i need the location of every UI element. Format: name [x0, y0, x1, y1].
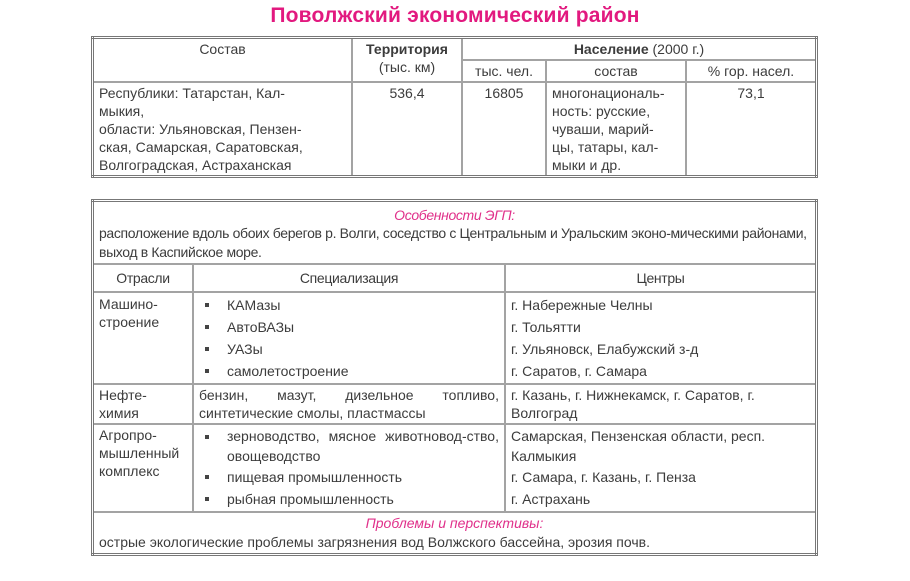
header-population [462, 38, 817, 61]
egp-heading: Особенности ЭГП: [394, 207, 515, 223]
industry-row-agro [93, 424, 817, 512]
summary-data-row [93, 82, 817, 177]
specialization-item: самолетостроение [199, 360, 499, 382]
industry-line: строение [99, 314, 160, 330]
details-header-row [93, 264, 817, 292]
cell-pop-thousands: 16805 [462, 82, 546, 177]
center-item: г. Саратов, г. Самара [511, 363, 647, 379]
industry-line: Машино- [99, 296, 158, 312]
center-item: Самарская, Пензенская области, респ. Калмыкия [511, 428, 766, 464]
cell-industry [93, 292, 194, 384]
header-territory-unit: (тыс. км) [378, 59, 436, 75]
header-pop-thousands: тыс. чел. [462, 60, 546, 82]
cell-composition [93, 82, 353, 177]
industry-line: химия [99, 405, 139, 421]
header-pop-composition: состав [546, 60, 686, 82]
composition-line: мыкия, [99, 103, 145, 119]
pop-composition-line: цы, татары, кал- [552, 139, 659, 155]
pop-composition-line: ность: русские, [552, 103, 651, 119]
cell-industry [93, 424, 194, 512]
problems-cell [93, 512, 817, 555]
cell-territory: 536,4 [352, 82, 462, 177]
summary-table [91, 36, 818, 178]
specialization-item: пищевая промышленность [199, 466, 499, 488]
center-item: г. Ульяновск, Елабужский з-д [511, 341, 699, 357]
specialization-item: КАМазы [199, 294, 499, 316]
specialization-item: АвтоВАЗы [199, 316, 499, 338]
specialization-item: рыбная промышленность [199, 488, 499, 510]
composition-line: области: Ульяновская, Пензен- [99, 121, 302, 137]
specialization-item: зерноводство, мясное животновод-ство, овощеводство [199, 426, 499, 466]
header-specialization: Специализация [193, 264, 505, 292]
center-item: г. Самара, г. Казань, г. Пенза [511, 469, 696, 485]
cell-specialization [193, 292, 505, 384]
header-territory-label: Территория [366, 41, 448, 57]
cell-centers: г. Казань, г. Нижнекамск, г. Саратов, г. Волгоград [505, 384, 817, 424]
egp-text: расположение вдоль обоих берегов р. Волги, соседство с Центральным и Уральским эконо-мическими районами, выход в Каспийское море. [99, 225, 807, 260]
pop-composition-line: многонациональ- [552, 85, 665, 101]
composition-line: Волгоградская, Астраханская [99, 157, 292, 173]
specialization-item: УАЗы [199, 338, 499, 360]
problems-text: острые экологические проблемы загрязнения вод Волжского бассейна, эрозия почв. [99, 534, 650, 550]
center-item: г. Тольятти [511, 319, 581, 335]
egp-cell [93, 201, 817, 265]
cell-pop-composition [546, 82, 686, 177]
industry-row-petrochemistry [93, 384, 817, 424]
center-item: г. Набережные Челны [511, 297, 653, 313]
industry-line: Агропро- [99, 427, 157, 443]
summary-header-row [93, 38, 817, 61]
details-table [91, 199, 818, 556]
cell-industry [93, 384, 194, 424]
cell-centers [505, 292, 817, 384]
header-composition: Состав [93, 38, 353, 83]
center-item: г. Астрахань [511, 491, 591, 507]
egp-row [93, 201, 817, 265]
industry-line: комплекс [99, 463, 160, 479]
industry-row-machinery [93, 292, 817, 384]
cell-specialization [193, 424, 505, 512]
pop-composition-line: мыки и др. [552, 157, 622, 173]
industry-line: мышленный [99, 445, 180, 461]
composition-line: ская, Самарская, Саратовская, [99, 139, 303, 155]
page-title: Поволжский экономический район [270, 4, 640, 27]
header-centers: Центры [505, 264, 817, 292]
cell-specialization: бензин, мазут, дизельное топливо, синтетические смолы, пластмассы [193, 384, 505, 424]
header-industry: Отрасли [93, 264, 194, 292]
header-territory [352, 38, 462, 83]
header-population-label: Население [573, 41, 649, 57]
cell-centers [505, 424, 817, 512]
header-population-year: (2000 г.) [648, 41, 705, 57]
problems-row [93, 512, 817, 555]
problems-heading: Проблемы и перспективы: [365, 515, 544, 531]
cell-pop-urban: 73,1 [686, 82, 817, 177]
composition-line: Республики: Татарстан, Кал- [99, 85, 285, 101]
header-pop-urban: % гор. насел. [686, 60, 817, 82]
pop-composition-line: чуваши, марий- [552, 121, 654, 137]
industry-line: Нефте- [99, 387, 147, 403]
